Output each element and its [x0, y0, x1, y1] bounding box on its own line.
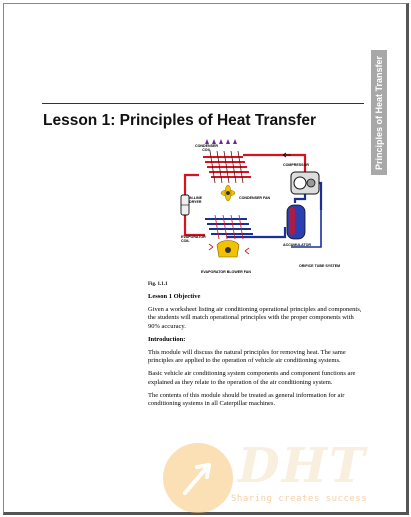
condenser-coil-label-line1: CONDENSER: [195, 144, 218, 148]
inline-dryer-shape: [181, 195, 189, 215]
figure-caption: Fig. 1.1.1: [148, 282, 168, 287]
inline-dryer-label: [189, 197, 202, 204]
section-side-tab: [371, 50, 387, 175]
inline-dryer-label-line2: DRYER: [189, 199, 202, 204]
evaporator-blower-fan-shape: [209, 241, 249, 258]
lesson-title: Lesson 1: Principles of Heat Transfer: [43, 112, 317, 129]
evaporator-coil-label-line2: COIL: [181, 238, 190, 243]
condenser-fan-label: CONDENSER FAN: [239, 196, 271, 200]
objective-paragraph: Given a worksheet listing air conditioning operational principles and components, the students will match operational principles with the proper components with 90% accuracy.: [148, 306, 362, 330]
evaporator-coil-shape: [205, 215, 253, 239]
watermark-slogan: Sharing creates success: [231, 494, 368, 504]
objective-heading: Lesson 1 Objective: [148, 293, 201, 300]
lesson-body: [148, 293, 364, 414]
condenser-coil-label: [195, 145, 218, 152]
evaporator-coil-label-line1: EVAPORATOR: [181, 235, 206, 239]
watermark-arrow-icon: [163, 443, 233, 513]
watermark-logo: DHT: [238, 438, 367, 494]
evaporator-coil-label: [181, 236, 206, 243]
introduction-paragraph-2: Basic vehicle air conditioning system components and component functions are explained as they relate to the operation of the air conditioning system.: [148, 370, 356, 386]
condenser-fan-shape: [221, 185, 235, 201]
inline-dryer-label-line1: IN-LINE: [189, 196, 202, 200]
flow-arrow-icon: [283, 153, 291, 157]
accumulator-label: ACCUMULATOR: [283, 243, 312, 247]
condenser-coil-label-line2: COIL: [202, 147, 211, 152]
compressor-shape: [291, 172, 319, 194]
introduction-paragraph-3: The contents of this module should be treated as general information for air conditioning systems in all Caterpillar machines.: [148, 392, 345, 408]
ac-system-diagram-art: [165, 135, 355, 275]
side-tab-label: Principles of Heat Transfer: [374, 55, 384, 170]
evaporator-blower-fan-label: EVAPORATOR BLOWER FAN: [201, 270, 251, 274]
compressor-label: COMPRESSOR: [283, 163, 309, 167]
accumulator-shape: [287, 205, 305, 239]
introduction-heading: Introduction:: [148, 335, 186, 343]
orifice-tube-system-label: ORIFICE TUBE SYSTEM: [299, 264, 341, 268]
introduction-paragraph-1: This module will discuss the natural principles for removing heat. The same principles are applied to the operation of vehicle air conditioning systems.: [148, 348, 346, 365]
ac-system-diagram: [165, 135, 355, 275]
title-rule: [42, 103, 364, 104]
